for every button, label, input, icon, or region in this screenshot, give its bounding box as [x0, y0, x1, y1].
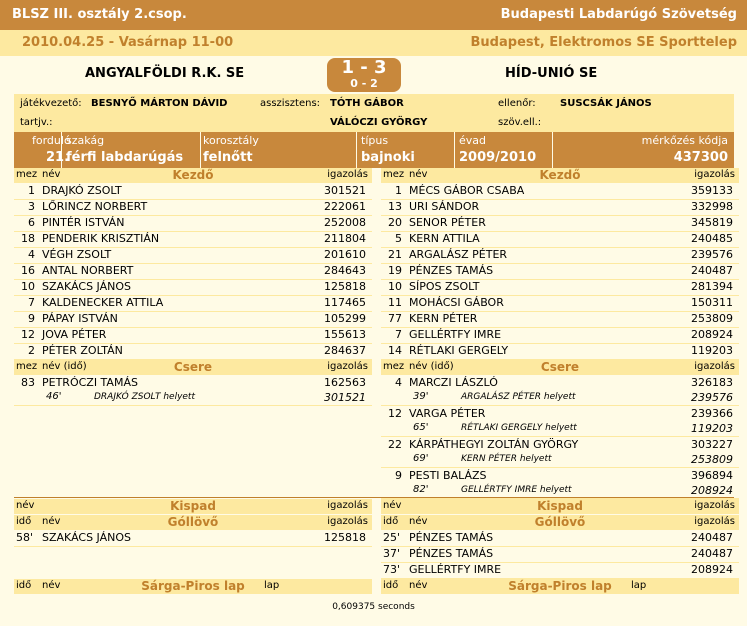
code-value: 437300	[673, 150, 728, 165]
shirt-number: 83	[21, 376, 35, 389]
away-player-row	[381, 247, 739, 264]
away-player-row	[381, 199, 739, 216]
replaced-player: DRAJKÓ ZSOLT helyett	[94, 392, 195, 402]
col-mez-label: mez	[16, 169, 38, 180]
player-id: 119203	[691, 344, 733, 357]
home-player-row	[14, 295, 372, 312]
col-igazolas-label: igazolás	[694, 516, 735, 527]
code-cell	[553, 132, 734, 168]
shirt-number: 12	[388, 407, 402, 420]
col-mez-label: mez	[383, 361, 405, 372]
col-igazolas-label: igazolás	[327, 500, 368, 511]
player-id: 162563	[324, 376, 366, 389]
away-cards-header	[381, 579, 739, 594]
season-cell	[455, 132, 553, 168]
col-nev-label: név	[42, 580, 61, 591]
col-igazolas-label: igazolás	[694, 169, 735, 180]
col-lap-label: lap	[631, 580, 647, 591]
col-nev-label: név (idő)	[42, 361, 87, 372]
shirt-number: 1	[28, 184, 35, 197]
player-name: ANTAL NORBERT	[42, 264, 134, 277]
col-mez-label: mez	[383, 169, 405, 180]
away-player-row	[381, 263, 739, 280]
goal-row	[381, 546, 739, 563]
player-name: JOVA PÉTER	[42, 328, 107, 341]
player-id: 326183	[691, 376, 733, 389]
player-name: ARGALÁSZ PÉTER	[409, 248, 508, 261]
home-cards-header	[14, 579, 372, 594]
scorer-id: 125818	[324, 531, 366, 544]
player-id: 117465	[324, 296, 366, 309]
away-player-row	[381, 215, 739, 232]
league-bar	[0, 0, 747, 30]
home-team: ANGYALFÖLDI R.K. SE	[85, 66, 245, 81]
scorer-name: PÉNZES TAMÁS	[409, 531, 494, 544]
shirt-number: 6	[28, 216, 35, 229]
home-player-row	[14, 231, 372, 248]
away-subs-header	[381, 360, 739, 375]
away-player-row	[381, 343, 739, 360]
col-nev-label: név	[42, 516, 61, 527]
age-value: felnőtt	[203, 150, 253, 165]
szov-label: szöv.ell.:	[498, 117, 542, 128]
assistant-label: asszisztens:	[260, 98, 321, 109]
shirt-number: 21	[388, 248, 402, 261]
goal-row	[381, 562, 739, 579]
player-id: 303227	[691, 438, 733, 451]
player-name: SÍPOS ZSOLT	[409, 280, 480, 293]
away-player-row	[381, 295, 739, 312]
shirt-number: 1	[395, 184, 402, 197]
col-mez-label: mez	[16, 361, 38, 372]
shirt-number: 3	[28, 200, 35, 213]
sub-minute: 39'	[413, 391, 429, 402]
away-player-row	[381, 231, 739, 248]
officials-panel	[14, 94, 734, 132]
player-id: 105299	[324, 312, 366, 325]
home-player-row	[14, 247, 372, 264]
replaced-id: 301521	[324, 391, 366, 404]
away-player-row	[381, 183, 739, 200]
age-label: korosztály	[203, 134, 259, 147]
player-name: URI SÁNDOR	[409, 200, 480, 213]
goal-minute: 73'	[383, 563, 401, 576]
sub-row	[14, 375, 372, 406]
col-igazolas-label: igazolás	[694, 500, 735, 511]
section-title: Kezdő	[539, 168, 581, 182]
player-name: PÉNZES TAMÁS	[409, 264, 494, 277]
away-player-row	[381, 311, 739, 328]
section-title: Kispad	[537, 499, 583, 513]
player-name: LŐRINCZ NORBERT	[42, 200, 148, 213]
league-title: BLSZ III. osztály 2.csop.	[12, 7, 187, 22]
col-nev-label: név	[16, 500, 35, 511]
player-name: PÉTER ZOLTÁN	[42, 344, 123, 357]
section-title: Sárga-Piros lap	[508, 579, 612, 593]
player-id: 281394	[691, 280, 733, 293]
player-id: 211804	[324, 232, 366, 245]
tartjv-label: tartjv.:	[20, 117, 53, 128]
referee-name: BESNYŐ MÁRTON DÁVID	[91, 98, 228, 109]
player-name: PÁPAY ISTVÁN	[42, 312, 118, 325]
col-nev-label: név	[409, 580, 428, 591]
home-player-row	[14, 327, 372, 344]
home-player-row	[14, 183, 372, 200]
home-player-row	[14, 343, 372, 360]
halftime-score: 0 - 2	[350, 77, 378, 90]
scorer-name: GELLÉRTFY IMRE	[409, 563, 502, 576]
shirt-number: 22	[388, 438, 402, 451]
player-name: PETRÓCZI TAMÁS	[42, 376, 138, 389]
goal-row	[381, 530, 739, 547]
round-label: forduló	[32, 134, 71, 147]
render-time: 0,609375 seconds	[332, 602, 415, 612]
away-player-row	[381, 327, 739, 344]
player-name: KERN PÉTER	[409, 312, 478, 325]
player-name: PINTÉR ISTVÁN	[42, 216, 125, 229]
player-name: GELLÉRTFY IMRE	[409, 328, 502, 341]
shirt-number: 18	[21, 232, 35, 245]
col-lap-label: lap	[264, 580, 280, 591]
col-ido-label: idő	[16, 516, 32, 527]
shirt-number: 16	[21, 264, 35, 277]
sub-minute: 82'	[413, 484, 429, 495]
scorer-id: 240487	[691, 547, 733, 560]
home-lineup-header	[14, 168, 372, 183]
player-name: MÉCS GÁBOR CSABA	[409, 184, 525, 197]
replaced-player: RÉTLAKI GERGELY helyett	[461, 423, 577, 433]
home-player-row	[14, 215, 372, 232]
federation-name: Budapesti Labdarúgó Szövetség	[500, 7, 737, 22]
away-lineup-header	[381, 168, 739, 183]
player-id: 359133	[691, 184, 733, 197]
shirt-number: 20	[388, 216, 402, 229]
code-label: mérkőzés kódja	[641, 134, 728, 147]
goal-row	[14, 530, 372, 547]
shirt-number: 77	[388, 312, 402, 325]
shirt-number: 5	[395, 232, 402, 245]
section-divider	[14, 497, 734, 498]
player-id: 240485	[691, 232, 733, 245]
shirt-number: 10	[21, 280, 35, 293]
section-title: Csere	[173, 360, 213, 374]
sub-minute: 69'	[413, 453, 429, 464]
player-id: 253809	[691, 312, 733, 325]
shirt-number: 2	[28, 344, 35, 357]
home-bench-header	[14, 499, 372, 514]
section-title: Góllövő	[534, 515, 586, 529]
away-scorers-header	[381, 515, 739, 530]
player-id: 150311	[691, 296, 733, 309]
sub-row	[381, 406, 739, 437]
player-id: 284637	[324, 344, 366, 357]
branch-label: szakág	[66, 134, 105, 147]
shirt-number: 14	[388, 344, 402, 357]
player-id: 222061	[324, 200, 366, 213]
player-id: 239366	[691, 407, 733, 420]
branch-cell	[62, 132, 201, 168]
section-title: Kispad	[170, 499, 216, 513]
player-name: PESTI BALÁZS	[409, 469, 487, 482]
teams-row	[0, 56, 747, 94]
shirt-number: 19	[388, 264, 402, 277]
branch-value: férfi labdarúgás	[66, 150, 184, 165]
away-bench-header	[381, 499, 739, 514]
assistant2-name: VÁLÓCZI GYÖRGY	[330, 117, 428, 128]
player-id: 240487	[691, 264, 733, 277]
final-score: 1 - 3	[341, 57, 387, 78]
round-cell	[14, 132, 71, 168]
player-name: PENDERIK KRISZTIÁN	[42, 232, 160, 245]
player-name: KALDENECKER ATTILA	[42, 296, 164, 309]
match-datetime: 2010.04.25 - Vasárnap 11-00	[22, 35, 234, 50]
col-nev-label: név	[409, 169, 428, 180]
shirt-number: 4	[395, 376, 402, 389]
col-igazolas-label: igazolás	[327, 361, 368, 372]
type-label: típus	[361, 134, 389, 147]
col-nev-label: név (idő)	[409, 361, 454, 372]
col-igazolas-label: igazolás	[327, 169, 368, 180]
player-name: DRAJKÓ ZSOLT	[42, 184, 122, 197]
round-value: 21.	[46, 150, 70, 165]
player-name: SZAKÁCS JÁNOS	[42, 280, 131, 293]
scorer-name: SZAKÁCS JÁNOS	[42, 531, 131, 544]
player-id: 155613	[324, 328, 366, 341]
player-name: SENOR PÉTER	[409, 216, 486, 229]
shirt-number: 12	[21, 328, 35, 341]
replaced-id: 208924	[691, 484, 733, 497]
shirt-number: 10	[388, 280, 402, 293]
sub-row	[381, 437, 739, 468]
player-name: KÁRPÁTHEGYI ZOLTÁN GYÖRGY	[409, 438, 579, 451]
section-title: Csere	[540, 360, 580, 374]
match-venue: Budapest, Elektromos SE Sporttelep	[470, 35, 737, 50]
season-value: 2009/2010	[459, 150, 537, 165]
replaced-id: 239576	[691, 391, 733, 404]
home-scorers-header	[14, 515, 372, 530]
age-cell	[201, 132, 357, 168]
score-badge	[327, 58, 401, 92]
player-name: MARCZI LÁSZLÓ	[409, 376, 498, 389]
away-team: HÍD-UNIÓ SE	[505, 66, 598, 81]
col-nev-label: név	[383, 500, 402, 511]
player-name: MOHÁCSI GÁBOR	[409, 296, 504, 309]
player-name: RÉTLAKI GERGELY	[409, 344, 509, 357]
col-ido-label: idő	[383, 516, 399, 527]
replaced-player: GELLÉRTFY IMRE helyett	[461, 485, 572, 495]
player-name: VÉGH ZSOLT	[42, 248, 112, 261]
player-name: KERN ATTILA	[409, 232, 480, 245]
player-id: 239576	[691, 248, 733, 261]
sub-minute: 46'	[46, 391, 62, 402]
season-label: évad	[459, 134, 487, 147]
scorer-id: 208924	[691, 563, 733, 576]
replaced-player: ARGALÁSZ PÉTER helyett	[461, 392, 576, 402]
player-id: 125818	[324, 280, 366, 293]
goal-minute: 58'	[16, 531, 34, 544]
type-cell	[357, 132, 455, 168]
section-title: Góllövő	[167, 515, 219, 529]
shirt-number: 13	[388, 200, 402, 213]
player-id: 301521	[324, 184, 366, 197]
home-player-row	[14, 263, 372, 280]
shirt-number: 4	[28, 248, 35, 261]
home-player-row	[14, 311, 372, 328]
controller-label: ellenőr:	[498, 98, 536, 109]
home-player-row	[14, 199, 372, 216]
player-id: 284643	[324, 264, 366, 277]
scorer-id: 240487	[691, 531, 733, 544]
goal-minute: 25'	[383, 531, 401, 544]
shirt-number: 7	[28, 296, 35, 309]
replaced-player: KERN PÉTER helyett	[461, 454, 552, 464]
player-id: 332998	[691, 200, 733, 213]
goal-minute: 37'	[383, 547, 401, 560]
match-info-bar	[14, 132, 734, 168]
scorer-name: PÉNZES TAMÁS	[409, 547, 494, 560]
col-mez-label: idő	[16, 580, 32, 591]
player-id: 396894	[691, 469, 733, 482]
home-subs-header	[14, 360, 372, 375]
col-nev-label: név	[409, 516, 428, 527]
player-id: 252008	[324, 216, 366, 229]
section-title: Kezdő	[172, 168, 214, 182]
away-player-row	[381, 279, 739, 296]
shirt-number: 7	[395, 328, 402, 341]
sub-row	[381, 375, 739, 406]
player-id: 208924	[691, 328, 733, 341]
sub-row	[381, 468, 739, 499]
shirt-number: 11	[388, 296, 402, 309]
home-player-row	[14, 279, 372, 296]
section-title: Sárga-Piros lap	[141, 579, 245, 593]
shirt-number: 9	[28, 312, 35, 325]
assistant1-name: TÓTH GÁBOR	[330, 98, 404, 109]
shirt-number: 9	[395, 469, 402, 482]
type-value: bajnoki	[361, 150, 415, 165]
player-id: 345819	[691, 216, 733, 229]
col-mez-label: idő	[383, 580, 399, 591]
replaced-id: 119203	[691, 422, 733, 435]
col-igazolas-label: igazolás	[327, 516, 368, 527]
col-igazolas-label: igazolás	[694, 361, 735, 372]
player-name: VARGA PÉTER	[409, 407, 486, 420]
controller-name: SUSCSÁK JÁNOS	[560, 98, 652, 109]
sub-minute: 65'	[413, 422, 429, 433]
referee-label: játékvezető:	[20, 98, 82, 109]
date-venue-bar	[0, 30, 747, 56]
player-id: 201610	[324, 248, 366, 261]
col-nev-label: név	[42, 169, 61, 180]
replaced-id: 253809	[691, 453, 733, 466]
